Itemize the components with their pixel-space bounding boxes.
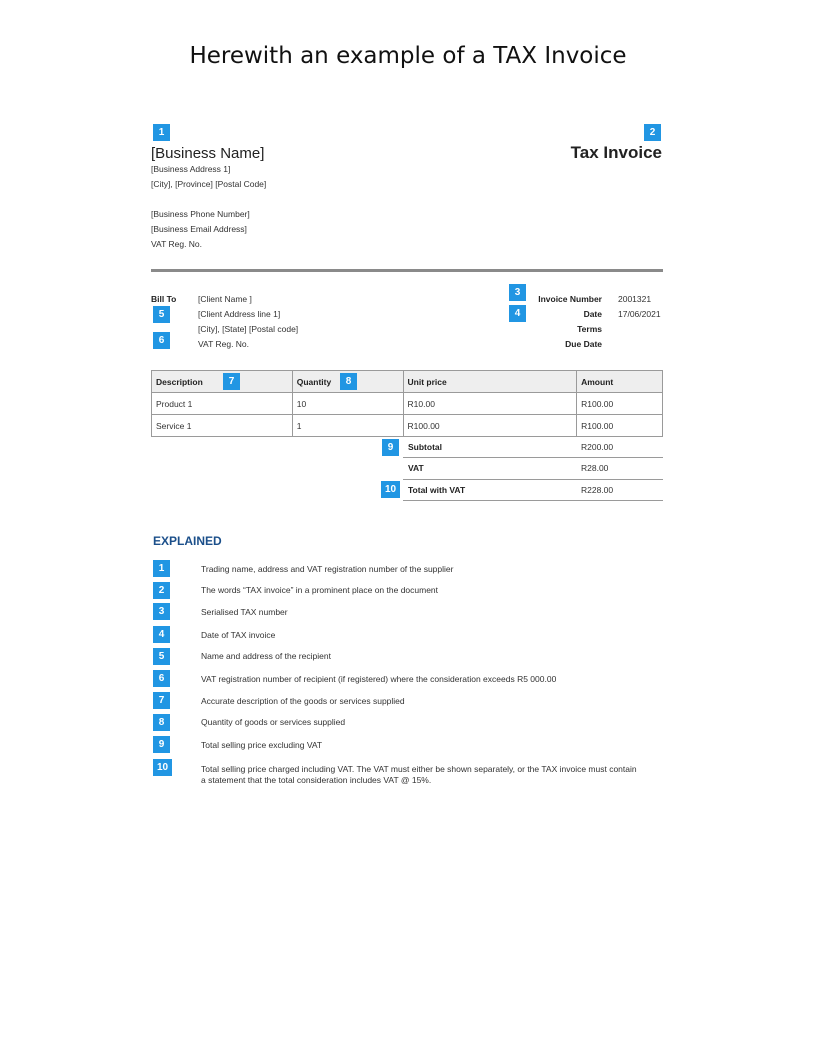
legend-item-4: Date of TAX invoice xyxy=(201,630,276,640)
vat-value: R28.00 xyxy=(581,463,609,473)
callout-badge-10: 10 xyxy=(381,481,400,498)
legend-item-2: The words “TAX invoice” in a prominent place on the document xyxy=(201,585,439,595)
subtotal-label: Subtotal xyxy=(408,442,442,452)
column-header-quantity: Quantity xyxy=(292,371,403,393)
table-row xyxy=(152,415,663,437)
callout-badge-5: 5 xyxy=(153,306,170,323)
business-address: [Business Address 1] xyxy=(151,164,231,174)
document-title: Tax Invoice xyxy=(570,143,662,162)
legend-item-10: Total selling price charged including VAT. The VAT must either be shown separately, or the TAX invoice must contain a statement that the total consideration includes VAT @ 15%. xyxy=(201,764,637,785)
terms-label: Terms xyxy=(577,324,602,334)
business-phone: [Business Phone Number] xyxy=(151,209,250,219)
cell-unit-price: R10.00 xyxy=(403,393,577,415)
client-name: [Client Name ] xyxy=(198,294,252,304)
legend-item-1: Trading name, address and VAT registration number of the supplier xyxy=(201,564,454,574)
client-address: [Client Address line 1] xyxy=(198,309,281,319)
legend-badge-4: 4 xyxy=(153,626,170,643)
legend-item-9: Total selling price excluding VAT xyxy=(201,740,323,750)
business-name: [Business Name] xyxy=(151,145,265,162)
legend-badge-5: 5 xyxy=(153,648,170,665)
column-header-amount: Amount xyxy=(577,371,663,393)
explained-heading: EXPLAINED xyxy=(153,534,222,548)
vat-label: VAT xyxy=(408,463,424,473)
cell-amount: R100.00 xyxy=(577,393,663,415)
due-date-label: Due Date xyxy=(565,339,602,349)
date-label: Date xyxy=(583,309,602,319)
business-city-line: [City], [Province] [Postal Code] xyxy=(151,179,267,189)
column-header-description: Description xyxy=(152,371,293,393)
callout-badge-2: 2 xyxy=(644,124,661,141)
cell-amount: R100.00 xyxy=(577,415,663,437)
cell-unit-price: R100.00 xyxy=(403,415,577,437)
cell-quantity: 10 xyxy=(292,393,403,415)
legend-item-6: VAT registration number of recipient (if registered) where the consideration exceeds R5 000.00 xyxy=(201,674,557,684)
legend-badge-10: 10 xyxy=(153,759,172,776)
legend-badge-7: 7 xyxy=(153,692,170,709)
callout-badge-1: 1 xyxy=(153,124,170,141)
cell-quantity: 1 xyxy=(292,415,403,437)
legend-item-5: Name and address of the recipient xyxy=(201,651,331,661)
invoice-number: 2001321 xyxy=(618,294,652,304)
table-row xyxy=(152,393,663,415)
legend-badge-8: 8 xyxy=(153,714,170,731)
legend-item-3: Serialised TAX number xyxy=(201,607,288,617)
subtotal-value: R200.00 xyxy=(581,442,614,452)
client-city: [City], [State] [Postal code] xyxy=(198,324,299,334)
callout-badge-4: 4 xyxy=(509,305,526,322)
header-divider xyxy=(151,269,663,272)
callout-badge-9: 9 xyxy=(382,439,399,456)
cell-description: Service 1 xyxy=(152,415,293,437)
invoice-date: 17/06/2021 xyxy=(618,309,661,319)
page-title: Herewith an example of a TAX Invoice xyxy=(189,43,627,69)
cell-description: Product 1 xyxy=(152,393,293,415)
legend-item-8: Quantity of goods or services supplied xyxy=(201,717,346,727)
vat-divider xyxy=(403,479,663,480)
callout-badge-6: 6 xyxy=(153,332,170,349)
legend-item-7: Accurate description of the goods or services supplied xyxy=(201,696,405,706)
total-divider xyxy=(403,500,663,501)
column-header-unit-price: Unit price xyxy=(403,371,577,393)
callout-badge-7: 7 xyxy=(223,373,240,390)
legend-badge-2: 2 xyxy=(153,582,170,599)
callout-badge-8: 8 xyxy=(340,373,357,390)
business-vat-reg: VAT Reg. No. xyxy=(151,239,203,249)
client-vat-reg: VAT Reg. No. xyxy=(198,339,250,349)
legend-badge-3: 3 xyxy=(153,603,170,620)
total-value: R228.00 xyxy=(581,485,614,495)
total-label: Total with VAT xyxy=(408,485,466,495)
legend-badge-9: 9 xyxy=(153,736,170,753)
business-email: [Business Email Address] xyxy=(151,224,247,234)
subtotal-divider xyxy=(403,457,663,458)
legend-badge-6: 6 xyxy=(153,670,170,687)
legend-badge-1: 1 xyxy=(153,560,170,577)
invoice-number-label: Invoice Number xyxy=(538,294,602,304)
bill-to-label: Bill To xyxy=(151,294,177,304)
callout-badge-3: 3 xyxy=(509,284,526,301)
